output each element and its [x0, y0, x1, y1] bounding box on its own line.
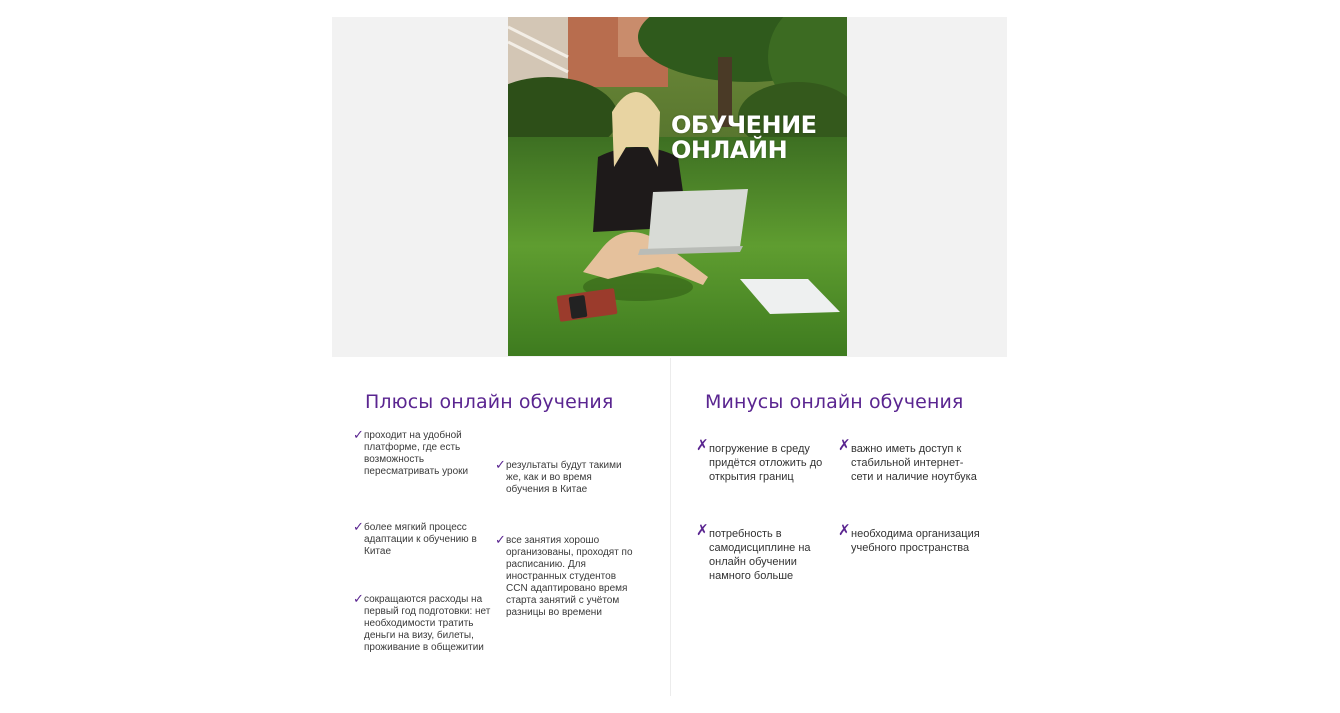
cons-item-immersion [696, 437, 839, 484]
pros-item-platform [353, 427, 489, 478]
cross-icon: ✗ [838, 522, 851, 539]
cons-item-text: потребность в самодисциплине на онлайн обучении намного больше [709, 528, 811, 582]
check-icon: ✓ [353, 519, 364, 534]
cons-item-text: погружение в среду придётся отложить до открытия границ [709, 443, 823, 483]
pros-item-text: более мягкий процесс адаптации к обучению в Китае [364, 522, 477, 557]
cross-icon: ✗ [838, 437, 851, 454]
cons-item-text: важно иметь доступ к стабильной интернет-сети и наличие ноутбука [851, 443, 977, 483]
cons-item-workspace [838, 522, 985, 555]
pros-item-text: проходит на удобной платформе, где есть возможность пересматривать уроки [364, 430, 469, 477]
column-divider [670, 358, 671, 696]
pros-title: Плюсы онлайн обучения [365, 391, 614, 413]
cons-item-text: необходима организация учебного пространства [851, 528, 980, 554]
check-icon: ✓ [353, 591, 364, 606]
cons-title: Минусы онлайн обучения [705, 391, 964, 413]
pros-item-results [495, 457, 634, 496]
pros-item-schedule [495, 532, 634, 619]
pros-item-text: сокращаются расходы на первый год подготовки: нет необходимости тратить деньги на визу, билеты, проживание в общежитии [364, 594, 491, 653]
cons-item-internet [838, 437, 981, 484]
check-icon: ✓ [495, 532, 506, 547]
pros-item-text: результаты будут такими же, как и во время обучения в Китае [506, 460, 622, 495]
hero-photo-illustration [508, 17, 847, 356]
check-icon: ✓ [353, 427, 364, 442]
hero-title [671, 113, 817, 163]
pros-item-costs [353, 591, 500, 654]
pros-item-adaptation [353, 519, 492, 558]
hero-title-line2: ОНЛАЙН [671, 136, 788, 164]
cross-icon: ✗ [696, 522, 709, 539]
hero-title-line1: ОБУЧЕНИЕ [671, 111, 817, 139]
check-icon: ✓ [495, 457, 506, 472]
cross-icon: ✗ [696, 437, 709, 454]
cons-item-discipline [696, 522, 839, 583]
pros-item-text: все занятия хорошо организованы, проходят по расписанию. Для иностранных студентов CCN адаптировано время старта занятий с учётом разницы во времени [506, 535, 633, 618]
hero-image [508, 17, 847, 356]
